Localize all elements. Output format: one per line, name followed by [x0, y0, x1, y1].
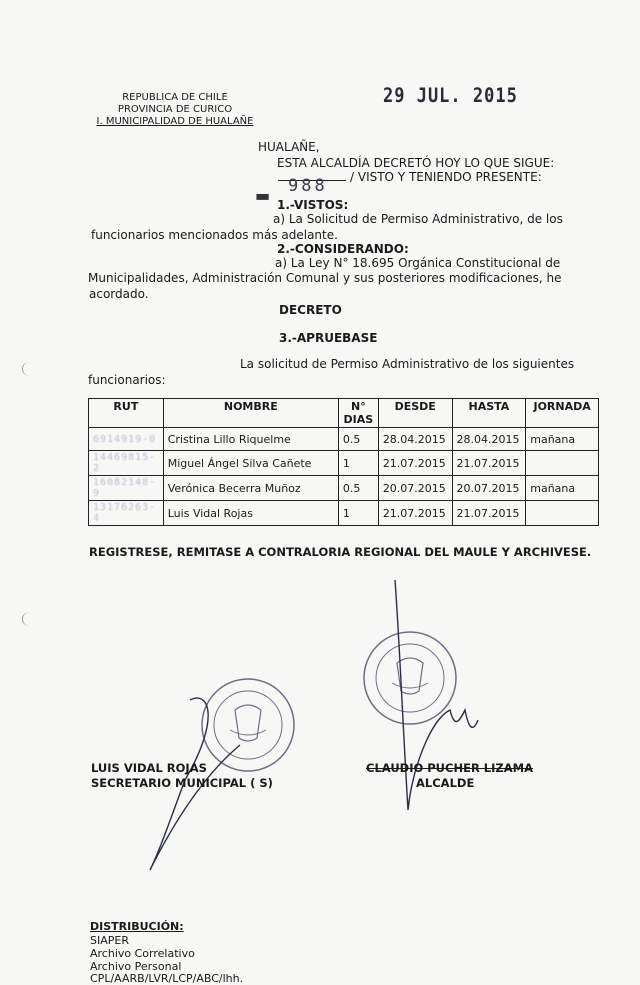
rut-cell: 16082148-9	[89, 476, 164, 501]
rut-cell: 14469815-2	[89, 451, 164, 476]
dias-cell: 1	[338, 501, 378, 526]
secretary-name: LUIS VIDAL ROJAS	[91, 761, 207, 775]
jornada-cell: mañana	[526, 476, 599, 501]
table-row	[89, 451, 599, 476]
seal-right	[364, 632, 456, 724]
hasta-cell: 21.07.2015	[452, 501, 526, 526]
col-jornada: JORNADA	[526, 399, 599, 428]
n-mark: ▬	[255, 186, 271, 205]
jornada-cell	[526, 451, 599, 476]
jornada-cell: mañana	[526, 428, 599, 451]
decreto-title: DECRETO	[279, 303, 342, 317]
nombre-cell: Verónica Becerra Muñoz	[163, 476, 338, 501]
apruebase-text-b: funcionarios:	[88, 373, 166, 387]
distribution-item: SIAPER	[90, 934, 129, 947]
rut-cell: 13176263-4	[89, 501, 164, 526]
final-clause: REGISTRESE, REMITASE A CONTRALORIA REGIONAL DEL MAULE Y ARCHIVESE.	[89, 545, 592, 559]
dias-cell: 0.5	[338, 476, 378, 501]
vistos-text-a: a) La Solicitud de Permiso Administrativo, de los	[273, 212, 563, 226]
distribution-title: DISTRIBUCIÓN:	[90, 920, 184, 933]
desde-cell: 20.07.2015	[378, 476, 452, 501]
considerando-text-a: a) La Ley N° 18.695 Orgánica Constitucional de	[275, 256, 561, 270]
col-dias: N° DIAS	[338, 399, 378, 428]
jornada-cell	[526, 501, 599, 526]
dias-cell: 1	[338, 451, 378, 476]
table-header-row	[89, 399, 599, 428]
nombre-cell: Cristina Lillo Riquelme	[163, 428, 338, 451]
intro-line: ESTA ALCALDÍA DECRETÓ HOY LO QUE SIGUE:	[277, 156, 555, 170]
mayor-title: ALCALDE	[416, 776, 475, 790]
rut-cell: 6914919-0	[89, 428, 164, 451]
header-country: REPUBLICA DE CHILE	[122, 92, 228, 103]
dias-cell: 0.5	[338, 428, 378, 451]
signatures-area	[90, 570, 610, 900]
vistos-heading: 1.-VISTOS:	[277, 198, 349, 212]
hasta-cell: 28.04.2015	[452, 428, 526, 451]
header-municipality: I. MUNICIPALIDAD DE HUALAÑE	[96, 116, 254, 127]
vistos-text-b: funcionarios mencionados más adelante.	[91, 228, 338, 242]
col-nombre: NOMBRE	[163, 399, 338, 428]
table-row	[89, 476, 599, 501]
distribution-item: Archivo Personal	[90, 960, 182, 973]
apruebase-text-a: La solicitud de Permiso Administrativo de los siguientes	[240, 357, 575, 371]
punch-hole-mark	[22, 612, 37, 626]
desde-cell: 21.07.2015	[378, 451, 452, 476]
hasta-cell: 21.07.2015	[452, 451, 526, 476]
distribution-item: Archivo Correlativo	[90, 947, 195, 960]
apruebase-title: 3.-APRUEBASE	[279, 331, 378, 345]
decree-number: 988	[288, 176, 328, 196]
place-label: HUALAÑE,	[258, 140, 320, 154]
mayor-name: CLAUDIO PUCHER LIZAMA	[366, 761, 533, 775]
considerando-text-b: Municipalidades, Administración Comunal y sus posteriores modificaciones, he	[88, 271, 562, 285]
seal-left	[202, 679, 294, 771]
desde-cell: 21.07.2015	[378, 501, 452, 526]
table-row	[89, 428, 599, 451]
punch-hole-mark	[22, 362, 37, 376]
table-row	[89, 501, 599, 526]
funcionarios-table	[88, 398, 599, 526]
hasta-cell: 20.07.2015	[452, 476, 526, 501]
col-hasta: HASTA	[452, 399, 526, 428]
desde-cell: 28.04.2015	[378, 428, 452, 451]
nombre-cell: Luis Vidal Rojas	[163, 501, 338, 526]
considerando-heading: 2.-CONSIDERANDO:	[277, 242, 409, 256]
secretary-title: SECRETARIO MUNICIPAL ( S)	[91, 776, 273, 790]
distribution-item: CPL/AARB/LVR/LCP/ABC/lhh.	[90, 972, 244, 985]
col-desde: DESDE	[378, 399, 452, 428]
considerando-text-c: acordado.	[89, 287, 149, 301]
nombre-cell: Miguel Ángel Silva Cañete	[163, 451, 338, 476]
date-stamp: 29 JUL. 2015	[383, 84, 518, 108]
col-rut: RUT	[89, 399, 164, 428]
visto-label: / VISTO Y TENIENDO PRESENTE:	[350, 170, 542, 184]
header-province: PROVINCIA DE CURICO	[117, 104, 233, 115]
